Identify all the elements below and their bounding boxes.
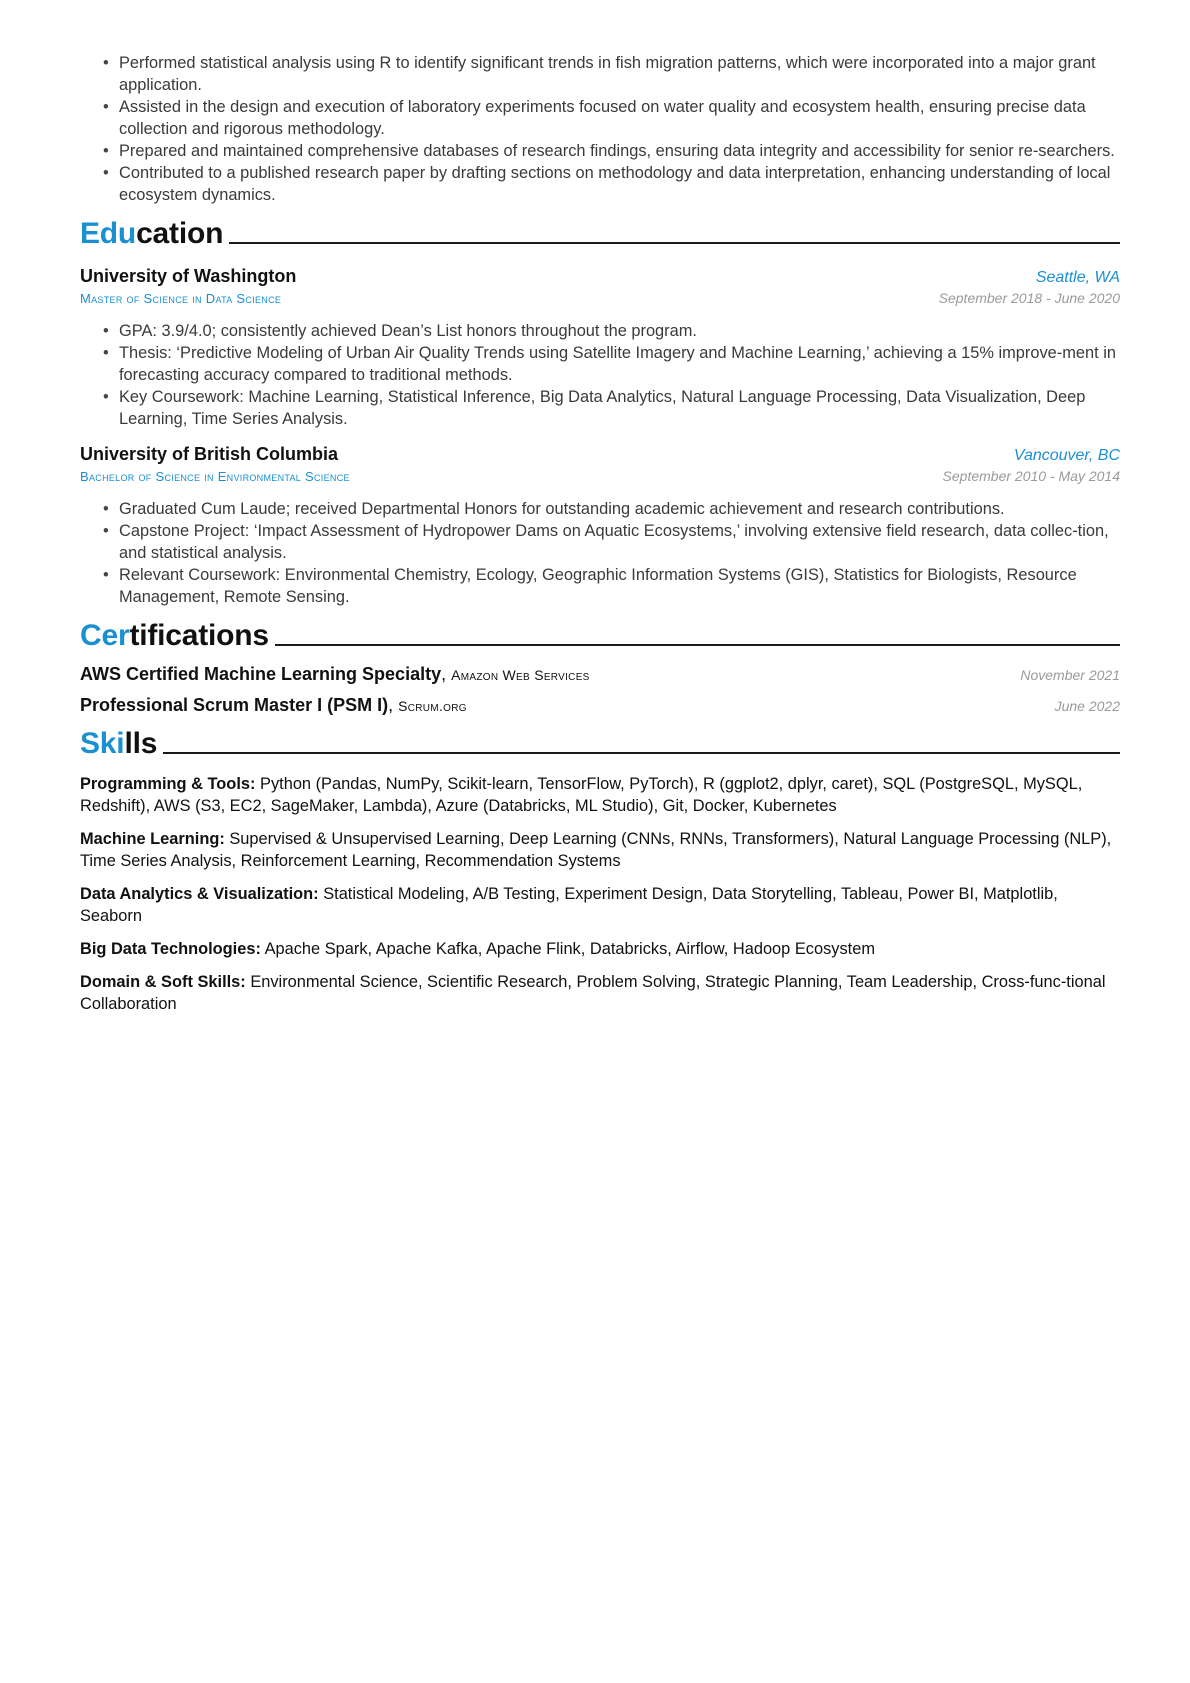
skill-label: Domain & Soft Skills: (80, 973, 246, 991)
certification-issuer: Amazon Web Services (451, 667, 590, 683)
section-divider (275, 644, 1120, 646)
degree-name: Master of Science in Data Science (80, 291, 282, 306)
skill-text: Apache Spark, Apache Kafka, Apache Flink, Databricks, Airflow, Hadoop Ecosystem (264, 940, 875, 958)
resume-content (80, 52, 1120, 1015)
education-bullet: • Capstone Project: ‘Impact Assessment of Hydropower Dams on Aquatic Ecosystems,’ involving extensive field research, data collec-tion, and statistical analysis. (119, 520, 1120, 564)
certification-issuer: Scrum.org (398, 698, 467, 714)
skill-text: Supervised & Unsupervised Learning, Deep Learning (CNNs, RNNs, Transformers), Natural Language Processing (NLP), Time Series Analysis, Reinforcement Learning, Recommendation Systems (80, 830, 1112, 870)
certifications-heading-accent: Cer (80, 619, 130, 652)
certification-item: AWS Certified Machine Learning Specialty, Amazon Web Services November 2021 (80, 664, 1120, 684)
skills-heading (80, 726, 157, 762)
education-dates: September 2018 - June 2020 (938, 290, 1120, 306)
education-heading (80, 216, 223, 252)
education-entry-uw (80, 266, 1120, 430)
education-bullet: • Relevant Coursework: Environmental Chemistry, Ecology, Geographic Information Systems (GIS), Statistics for Biologists, Resource Management, Remote Sensing. (119, 564, 1120, 608)
skills-section-header (80, 724, 1120, 762)
school-location: Vancouver, BC (1013, 447, 1120, 464)
skill-text: Python (Pandas, NumPy, Scikit-learn, TensorFlow, PyTorch), R (ggplot2, dplyr, caret), SQL (PostgreSQL, MySQL, Redshift), AWS (S3, EC2, SageMaker, Lambda), Azure (Databricks, ML Studio), Git, Docker, Kubernetes (80, 775, 1083, 815)
skill-text: Statistical Modeling, A/B Testing, Experiment Design, Data Storytelling, Tableau, Power BI, Matplotlib, Seaborn (80, 885, 1058, 925)
section-divider (229, 242, 1120, 244)
experience-bullet: • Prepared and maintained comprehensive databases of research findings, ensuring data integrity and accessibility for senior re-searchers. (119, 140, 1120, 162)
skill-label: Programming & Tools: (80, 775, 256, 793)
certifications-heading (80, 618, 269, 654)
education-bullet: • Key Coursework: Machine Learning, Statistical Inference, Big Data Analytics, Natural Language Processing, Data Visualization, Deep Learning, Time Series Analysis. (119, 386, 1120, 430)
education-bullet: • GPA: 3.9/4.0; consistently achieved Dean’s List honors throughout the program. (119, 320, 1120, 342)
education-bullets (80, 320, 1120, 430)
education-bullet: • Graduated Cum Laude; received Departmental Honors for outstanding academic achievement and research contributions. (119, 498, 1120, 520)
skill-machine-learning (80, 828, 1120, 872)
skills-heading-rest: lls (124, 727, 158, 760)
experience-bullet: • Assisted in the design and execution of laboratory experiments focused on water quality and ecosystem health, ensuring precise data collection and rigorous methodology. (119, 96, 1120, 140)
education-entry-ubc (80, 444, 1120, 608)
experience-bullet: • Contributed to a published research paper by drafting sections on methodology and data interpretation, enhancing understanding of local ecosystem dynamics. (119, 162, 1120, 206)
education-dates: September 2010 - May 2014 (942, 468, 1120, 484)
section-divider (163, 752, 1120, 754)
certifications-heading-rest: tifications (129, 619, 269, 652)
experience-bullets (80, 52, 1120, 206)
certifications-section-header (80, 616, 1120, 654)
skill-text: Environmental Science, Scientific Research, Problem Solving, Strategic Planning, Team Leadership, Cross-func-tional Collaboration (80, 973, 1106, 1013)
experience-bullet: • Performed statistical analysis using R to identify significant trends in fish migration patterns, which were incorporated into a major grant application. (119, 52, 1120, 96)
skill-label: Machine Learning: (80, 830, 225, 848)
certification-name: Professional Scrum Master I (PSM I) (80, 695, 389, 715)
school-name: University of Washington (80, 266, 297, 286)
skill-domain-soft (80, 971, 1120, 1015)
skill-programming-tools (80, 773, 1120, 817)
skill-big-data (80, 938, 1120, 960)
education-section-header (80, 214, 1120, 252)
education-heading-rest: cation (136, 217, 224, 250)
certification-date: November 2021 (1020, 667, 1120, 683)
certification-item: Professional Scrum Master I (PSM I), Scrum.org June 2022 (80, 695, 1120, 715)
skill-label: Data Analytics & Visualization: (80, 885, 319, 903)
certification-name: AWS Certified Machine Learning Specialty (80, 664, 442, 684)
certification-date: June 2022 (1054, 698, 1120, 714)
education-bullet: • Thesis: ‘Predictive Modeling of Urban Air Quality Trends using Satellite Imagery and Machine Learning,’ achieving a 15% improve-ment in forecasting accuracy compared to traditional methods. (119, 342, 1120, 386)
education-heading-accent: Edu (80, 217, 137, 250)
school-location: Seattle, WA (1035, 269, 1120, 286)
skill-label: Big Data Technologies: (80, 940, 261, 958)
education-bullets (80, 498, 1120, 608)
skill-data-analytics (80, 883, 1120, 927)
degree-name: Bachelor of Science in Environmental Science (80, 469, 350, 484)
school-name: University of British Columbia (80, 444, 339, 464)
skills-heading-accent: Ski (80, 727, 125, 760)
